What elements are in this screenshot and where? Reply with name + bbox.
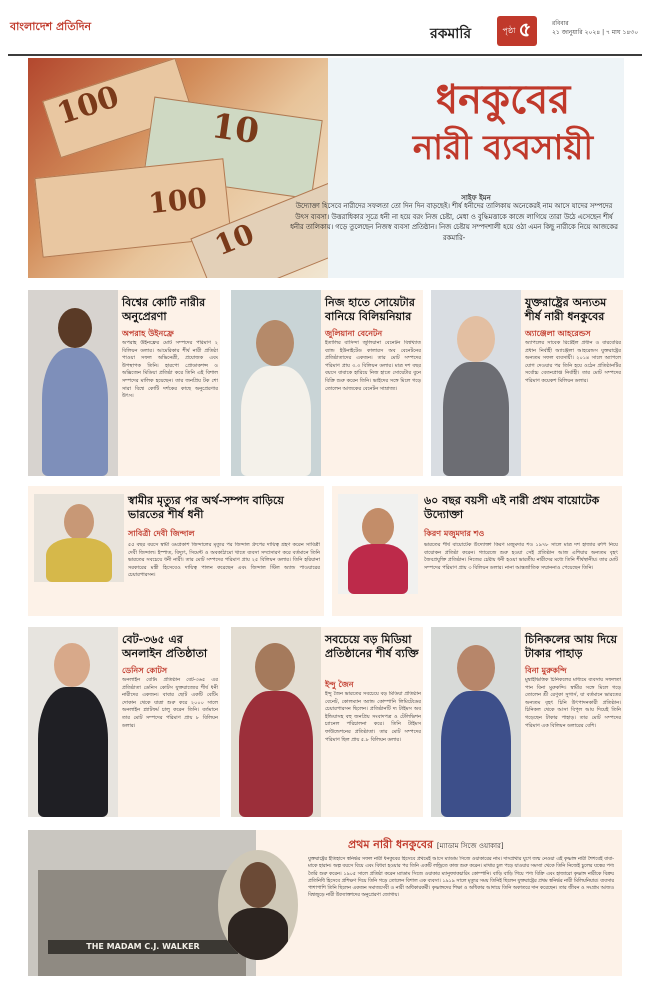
profile-text: ইতালির বাসিন্দা জুলিয়ানা বেনেটন বিশ্বখ্যাত ব্যান্ড ইউনাইটেড কালারস অব বেনেটনের প্রতিষ্ঠাতাদের একজন। তার মোট সম্পদের পরিমাণ প্রায় ৩.৩ বিলিয়ন ডলার। মাত্র দশ বছর বয়সে বাবাকে হারিয়ে নিজ হাতে সোয়েটার বুনে বিক্রি শুরু করেন তিনি। ভাইদের সঙ্গে মিলে গড়ে তোলেন আজকের বেনেটন সাম্রাজ্য। [325,340,421,392]
banknotes-image [28,58,328,278]
bottom-title [348,836,504,855]
profile-text: অনলাইন বেটিং প্রতিষ্ঠান বেট-৩৬৫ এর প্রতিষ্ঠাতা ডেনিস কোটস যুক্তরাজ্যের শীর্ষ ধনী নারীদের একজন। বাবার ছোট একটি বেটিং দোকান থেকে যাত্রা শুরু করে ২০০০ সালে অনলাইন প্ল্যাটফর্ম চালু করেন তিনি। বর্তমানে তার মোট সম্পদের পরিমাণ প্রায় ৮ বিলিয়ন ডলার। [122,677,218,729]
profile-text: অপরাহ উইনফ্রের মোট সম্পদের পরিমাণ ২ বিলিয়ন ডলার। আমেরিকার শীর্ষ নারী প্রতিষ্ঠা পাওয়া সফল অভিনেত্রী, প্রযোজক এবং উপস্থাপক তিনি। হারপো প্রোডাকশন্স ও অক্সিজেন মিডিয়া প্রতিষ্ঠা করে তিনি এই বিশাল সম্পদের মালিক হয়েছেন। তার জনপ্রিয় টক শো সারা বিশ্বে কোটি দর্শকের কাছে অনুপ্রেরণার উৎস। [122,340,218,400]
shirt [241,366,311,476]
hero-title [388,76,618,172]
face [457,316,495,362]
banknote: 10 [190,182,328,278]
profile-card [332,486,622,616]
profile-title: নিজ হাতে সোয়েটার বানিয়ে বিলিয়নিয়ার [325,296,415,323]
profile-title: স্বামীর মৃত্যুর পর অর্থ-সম্পদ বাড়িয়ে ভারতের শীর্ষ ধনী [128,494,284,521]
face [256,320,294,366]
bottom-feature [28,830,622,976]
profile-name: ইন্দু জৈন [325,680,354,689]
profile-card [231,290,423,476]
date: ২১ জানুয়ারি ২০২৪ | ৭ মাঘ ১৪৩০ [552,29,639,36]
saree [441,691,511,817]
profile-name: জুলিয়ানা বেনেটন [325,329,383,338]
face [58,308,92,348]
newspaper-logo: বাংলাদেশ প্রতিদিন [10,20,92,33]
profile-card [28,627,220,817]
profile-card [231,627,423,817]
profile-photo [431,627,521,817]
page-header [0,0,650,56]
page-word: পৃষ্ঠা [502,25,516,35]
profile-card [431,290,623,476]
hero-banner [28,58,624,278]
profile-text: অ্যাপলের সাবেক রিটেইল প্রধান ও বারবেরির প্রধান নির্বাহী অ্যাঞ্জেলা আহরেন্ডস যুক্তরাষ্ট্রের অন্যতম সফল ব্যবসায়ী। ২০১৪ সালে অ্যাপলে যোগ দেওয়ার পর তিনি হয়ে ওঠেন প্রতিষ্ঠানটির সর্বোচ্চ বেতনপ্রাপ্ত নির্বাহী। তার মোট সম্পদের পরিমাণ কয়েকশ মিলিয়ন ডলার। [525,340,621,384]
bottom-text: যুক্তরাষ্ট্রের ইতিহাসে স্বনির্ভর সফল নারী ধনকুবের হিসেবে প্রথমেই আসে ম্যাডাম সিজে ওয়াকারের নাম। দাসপ্রথার যুগে জন্ম নেওয়া এই কৃষ্ণাঙ্গ নারী শৈশবেই বাবা-মাকে হারান। অল্প বয়সে বিয়ে এবং বিধবা হওয়ার পর তিনি একটি লন্ড্রিতে কাজ শুরু করেন। মাথার চুল পড়ে যাওয়ার সমস্যা থেকে তিনি নিজেই চুলের যত্নের পণ্য তৈরি শুরু করেন। ১৯০৫ সালে প্রতিষ্ঠা করেন ম্যাডাম সিজে ওয়াকার ম্যানুফ্যাকচারিং কোম্পানি। বাড়ি বাড়ি গিয়ে পণ্য বিক্রি এবং হাজারো কৃষ্ণাঙ্গ নারীকে বিক্রয় প্রতিনিধি হিসেবে প্রশিক্ষণ দিয়ে তিনি গড়ে তোলেন বিশাল এক ব্যবসা। ১৯১৯ সালে মৃত্যুর সময় তিনিই ছিলেন যুক্তরাষ্ট্রের প্রথম স্বনির্ভর নারী মিলিয়নিয়ার। ব্যবসার পাশাপাশি তিনি ছিলেন একজন সমাজসেবী ও নারী অধিকারকর্মী। কৃষ্ণাঙ্গদের শিক্ষা ও অধিকার আদায়ে তিনি অকাতরে দান করেছেন। তার জীবন ও সংগ্রাম আজও বিশ্বজুড়ে নারী উদ্যোক্তাদের অনুপ্রেরণা জোগায়। [308,857,614,899]
banknote: 10 [143,97,322,200]
face [64,504,94,540]
profile-photo [338,494,418,594]
profile-text: মুম্বাইভিত্তিক চিনিকলের মাধ্যমে ব্যবসায় সফলতা পান বিনা মুরুকন্দি। স্বামীর সঙ্গে মিলে গড়ে তোলেন শ্রী রেণুকা সুগার্স, যা বর্তমানে ভারতের অন্যতম বৃহৎ চিনি উৎপাদনকারী প্রতিষ্ঠান। চিনিকল থেকে আসা বিপুল আয় দিয়েই তিনি গড়েছেন টাকার পাহাড়। তার মোট সম্পদের পরিমাণ এক বিলিয়ন ডলারের বেশি। [525,677,621,729]
dress [42,348,108,476]
profile-card [28,486,324,616]
profile-photo [28,627,118,817]
profile-name: কিরণ মজুমদার শও [424,529,485,538]
hero-title-line1: ধনকুবের [435,77,571,123]
saree [46,538,112,582]
profile-title: ৬০ বছর বয়সী এই নারী প্রথম বায়োটেক উদ্যোক্তা [424,494,600,521]
intro-text: উদ্যোক্তা হিসেবে নারীদের সফলতা তো দিন দিন বাড়ছেই। শীর্ষ ধনীদের তালিকায় অনেকেরই নাম আসে যাদের সম্পদের উৎস ব্যবসা। উত্তরাধিকার সূত্রে ধনী না হয়ে বরং নিজ চেষ্টা, মেধা ও বুদ্ধিমত্তাকে কাজে লাগিয়ে তারা উঠে এসেছেন শীর্ষ ধনীর তালিকায়। গড়ে তুলেছেন নিজস্ব ব্যবসা প্রতিষ্ঠান। নিজ চেষ্টায় সম্পদশালী হয়ে ওঠা এমন কিছু নারীকে নিয়ে আজকের রকমারি- [290,202,618,242]
saree [239,691,313,817]
face [240,862,276,908]
hero-title-line2: নারী ব্যবসায়ী [412,128,594,168]
jacket [443,362,509,476]
page-number-badge [497,16,537,46]
profile-photo [231,627,321,817]
profile-title: বিশ্বের কোটি নারীর অনুপ্রেরণা [122,296,206,323]
saree [348,544,408,594]
profile-photo [34,494,124,582]
jacket [38,687,108,817]
face [54,643,90,687]
day: রবিবার [552,20,569,27]
profile-title: বেট-৩৬৫ এর অনলাইন প্রতিষ্ঠাতা [122,633,208,660]
profile-title: যুক্তরাষ্ট্রের অন্যতম শীর্ষ নারী ধনকুবের [525,296,607,323]
date-info [552,19,638,37]
profile-name: বিনা মুরুকন্দি [525,666,567,675]
profile-title: চিনিকলের আয় দিয়ে টাকার পাহাড় [525,633,617,660]
header-rule [8,54,642,56]
profile-card [431,627,623,817]
profile-text: ৫৫ বছর বয়সে স্বামী ওমপ্রকাশ জিন্দালের মৃত্যুর পর জিন্দাল গ্রুপের দায়িত্ব গ্রহণ করেন সাবিত্রী দেবী জিন্দাল। ইস্পাত, বিদ্যুৎ, সিমেন্ট ও অবকাঠামো খাতে ব্যবসা সম্প্রসারণ করে বর্তমানে তিনি ভারতের সবচেয়ে ধনী নারী। তার মোট সম্পদের পরিমাণ প্রায় ২৫ বিলিয়ন ডলার। তিনি হরিয়ানা সরকারের মন্ত্রী হিসেবেও দায়িত্ব পালন করেছেন এবং জিন্দাল স্টিল অ্যান্ড পাওয়ারের চেয়ারপারসন। [128,542,320,579]
profile-card [28,290,220,476]
profile-title: সবচেয়ে বড় মিডিয়া প্রতিষ্ঠানের শীর্ষ ব্যক্তি [325,633,419,660]
banknote: 100 [42,58,194,158]
face [255,643,295,691]
profile-photo [28,290,118,476]
bottom-title-text: প্রথম নারী ধনকুবের [348,838,434,851]
profile-photo [231,290,321,476]
bottom-subtitle: [ম্যাডাম সিজে ওয়াকার] [436,842,504,850]
building-sign: THE MADAM C.J. WALKER [48,940,238,954]
profile-photo [431,290,521,476]
building [38,870,246,976]
byline: সাইফ ইমন [461,194,491,202]
face [362,508,394,546]
page-number: ৫ [518,16,532,41]
banknote: 100 [34,158,231,257]
profile-name: অপরাহ উইনফ্রে [122,329,174,338]
section-name: রকমারি [430,26,472,42]
dress [228,908,288,960]
profile-text: ভারতের শীর্ষ বায়োটেক উদ্যোক্তা কিরণ মজুমদার শও ১৯৭৮ সালে মাত্র দশ হাজার রুপি নিয়ে বায়োকন প্রতিষ্ঠা করেন। গ্যারেজে শুরু হওয়া সেই প্রতিষ্ঠান আজ এশিয়ার অন্যতম বৃহৎ জৈবপ্রযুক্তি প্রতিষ্ঠান। নিজের চেষ্টায় ধনী হওয়া ভারতীয় নারীদের মধ্যে তিনি শীর্ষস্থানীয়। তার মোট সম্পদের পরিমাণ প্রায় ৩ বিলিয়ন ডলার। নানা আন্তর্জাতিক সম্মাননাও পেয়েছেন তিনি। [424,542,618,571]
face [457,645,495,691]
profile-text: ইন্দু জৈন ভারতের সবচেয়ে বড় মিডিয়া প্রতিষ্ঠান বেনেট, কোলম্যান অ্যান্ড কোম্পানি লিমিটেডের চেয়ারপারসন ছিলেন। প্রতিষ্ঠানটি দ্য টাইমস অব ইন্ডিয়াসহ বহু জনপ্রিয় সংবাদপত্র ও টেলিভিশন চ্যানেল পরিচালনা করে। তিনি টাইমস ফাউন্ডেশনের প্রতিষ্ঠাতা। তার মোট সম্পদের পরিমাণ ছিল প্রায় ৫.৮ বিলিয়ন ডলার। [325,691,421,743]
profile-name: সাবিত্রী দেবী জিন্দাল [128,529,195,538]
profile-name: অ্যাঞ্জেলা আহরেন্ডস [525,329,591,338]
walker-portrait [218,850,298,960]
profile-name: ডেনিস কোটস [122,666,168,675]
